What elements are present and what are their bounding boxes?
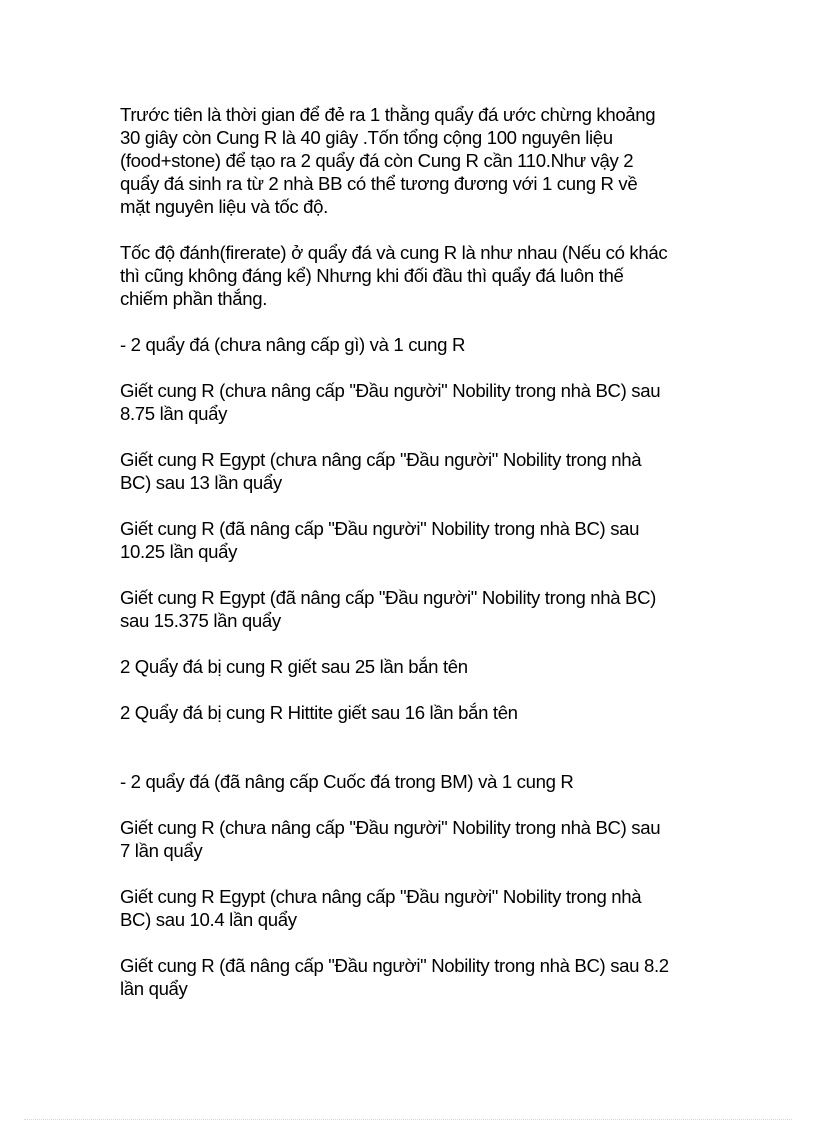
paragraph-kill-cung-r-2: Giết cung R (chưa nâng cấp "Đầu người" Nobility trong nhà BC) sau 7 lần quẩy [120,817,661,861]
document-body [120,103,706,1000]
paragraph-gap [120,494,706,517]
paragraph-intro: Trước tiên là thời gian để đẻ ra 1 thằng quẩy đá ước chừng khoảng 30 giây còn Cung R là 40 giây .Tốn tổng cộng 100 nguyên liệu (food+stone) để tạo ra 2 quẩy đá còn Cung R cần 110.Như vậy 2 quẩy đá sinh ra từ 2 nhà BB có thể tương đương với 1 cung R về mặt nguyên liệu và tốc độ. [120,104,656,217]
section-heading-pickaxe-upgrade: - 2 quẩy đá (đã nâng cấp Cuốc đá trong BM) và 1 cung R [120,771,574,792]
paragraph-quay-killed-hittite: 2 Quẩy đá bị cung R Hittite giết sau 16 lần bắn tên [120,702,518,723]
paragraph-kill-cung-r-egypt-2: Giết cung R Egypt (chưa nâng cấp "Đầu người" Nobility trong nhà BC) sau 10.4 lần quẩy [120,886,642,930]
paragraph-kill-cung-r-egypt-upgraded: Giết cung R Egypt (đã nâng cấp "Đầu người" Nobility trong nhà BC) sau 15.375 lần quẩy [120,587,657,631]
paragraph-firerate: Tốc độ đánh(firerate) ở quẩy đá và cung R là như nhau (Nếu có khác thì cũng không đáng kể) Nhưng khi đối đầu thì quẩy đá luôn thế chiếm phần thắng. [120,242,668,309]
page-bottom-divider [24,1119,792,1120]
paragraph-kill-cung-r-egypt: Giết cung R Egypt (chưa nâng cấp "Đầu người" Nobility trong nhà BC) sau 13 lần quẩy [120,449,642,493]
paragraph-kill-cung-r: Giết cung R (chưa nâng cấp "Đầu người" Nobility trong nhà BC) sau 8.75 lần quẩy [120,380,661,424]
paragraph-gap [120,632,706,655]
section-gap [120,724,706,770]
paragraph-gap [120,310,706,333]
paragraph-gap [120,678,706,701]
paragraph-gap [120,931,706,954]
paragraph-gap [120,356,706,379]
paragraph-gap [120,563,706,586]
paragraph-gap [120,793,706,816]
paragraph-kill-cung-r-upgraded: Giết cung R (đã nâng cấp "Đầu người" Nobility trong nhà BC) sau 10.25 lần quẩy [120,518,640,562]
paragraph-gap [120,218,706,241]
section-heading-no-upgrade: - 2 quẩy đá (chưa nâng cấp gì) và 1 cung R [120,334,466,355]
paragraph-kill-cung-r-upgraded-2: Giết cung R (đã nâng cấp "Đầu người" Nobility trong nhà BC) sau 8.2 lần quẩy [120,955,669,999]
paragraph-gap [120,862,706,885]
paragraph-quay-killed: 2 Quẩy đá bị cung R giết sau 25 lần bắn tên [120,656,468,677]
paragraph-gap [120,425,706,448]
